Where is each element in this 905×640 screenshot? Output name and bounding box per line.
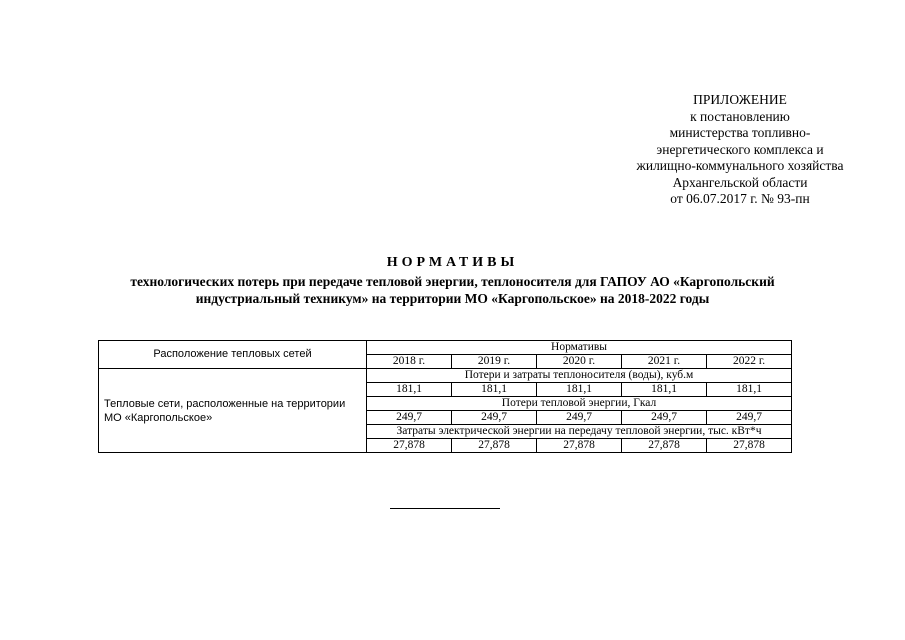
section-label-cell: Потери и затраты теплоносителя (воды), куб.м bbox=[367, 369, 792, 383]
appendix-line: от 06.07.2017 г. № 93-пн bbox=[670, 191, 810, 206]
document-subtitle-line2: индустриальный техникум» на территории МО «Каргопольское» на 2018-2022 годы bbox=[195, 291, 710, 306]
year-cell: 2020 г. bbox=[537, 355, 622, 369]
location-header-cell: Расположение тепловых сетей bbox=[99, 341, 367, 369]
section-label-cell: Потери тепловой энергии, Гкал bbox=[367, 397, 792, 411]
document-heading bbox=[60, 254, 845, 307]
value-cell: 249,7 bbox=[537, 411, 622, 425]
value-cell: 27,878 bbox=[537, 439, 622, 453]
year-cell: 2018 г. bbox=[367, 355, 452, 369]
value-cell: 181,1 bbox=[537, 383, 622, 397]
value-cell: 181,1 bbox=[367, 383, 452, 397]
year-cell: 2019 г. bbox=[452, 355, 537, 369]
appendix-line: энергетического комплекса и bbox=[656, 141, 824, 157]
value-cell: 181,1 bbox=[452, 383, 537, 397]
norms-table bbox=[98, 340, 792, 453]
value-cell: 27,878 bbox=[367, 439, 452, 453]
value-cell: 27,878 bbox=[452, 439, 537, 453]
value-cell: 249,7 bbox=[707, 411, 792, 425]
value-cell: 249,7 bbox=[622, 411, 707, 425]
value-cell: 181,1 bbox=[622, 383, 707, 397]
appendix-block bbox=[600, 92, 880, 208]
document-title: НОРМАТИВЫ bbox=[386, 255, 519, 270]
appendix-line: Архангельской области bbox=[672, 174, 808, 190]
section-label-row bbox=[99, 369, 792, 383]
document-subtitle-line1: технологических потерь при передаче тепловой энергии, теплоносителя для ГАПОУ АО «Каргопольский bbox=[130, 274, 775, 289]
appendix-line: министерства топливно- bbox=[669, 125, 811, 140]
appendix-line: ПРИЛОЖЕНИЕ bbox=[693, 92, 787, 107]
year-cell: 2022 г. bbox=[707, 355, 792, 369]
end-divider bbox=[390, 508, 500, 509]
norms-header-cell: Нормативы bbox=[367, 341, 792, 355]
section-label-cell: Затраты электрической энергии на передачу тепловой энергии, тыс. кВт*ч bbox=[367, 425, 792, 439]
value-cell: 181,1 bbox=[707, 383, 792, 397]
value-cell: 249,7 bbox=[452, 411, 537, 425]
appendix-line: жилищно-коммунального хозяйства bbox=[636, 158, 844, 173]
year-cell: 2021 г. bbox=[622, 355, 707, 369]
appendix-line: к постановлению bbox=[690, 108, 790, 124]
value-cell: 27,878 bbox=[707, 439, 792, 453]
table-header-row bbox=[99, 341, 792, 355]
value-cell: 27,878 bbox=[622, 439, 707, 453]
value-cell: 249,7 bbox=[367, 411, 452, 425]
location-cell: Тепловые сети, расположенные на территории МО «Каргопольское» bbox=[99, 369, 367, 453]
